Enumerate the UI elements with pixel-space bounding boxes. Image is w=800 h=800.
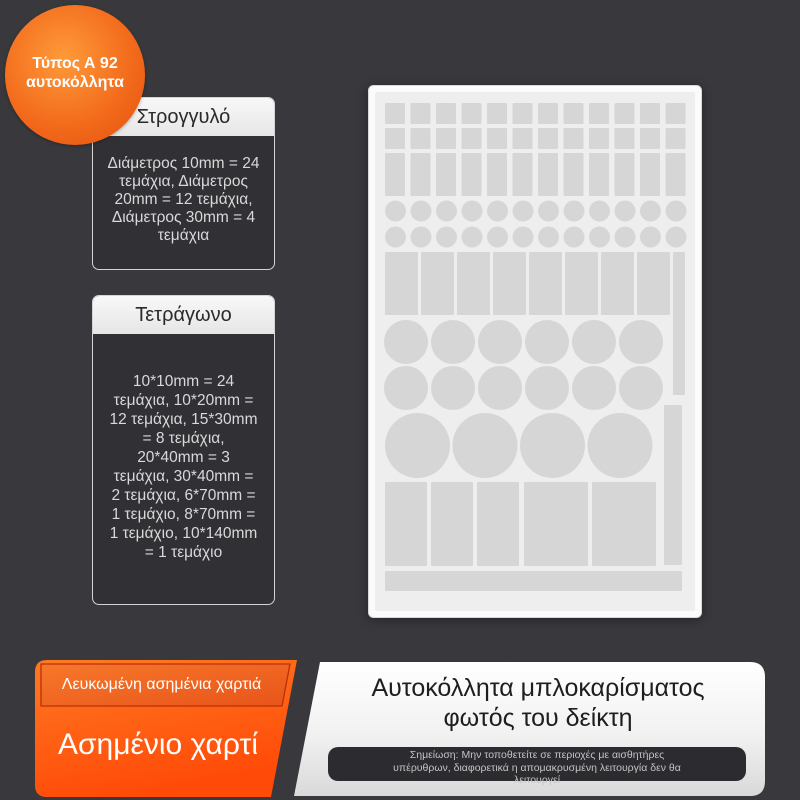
sticker-circle-30mm (385, 413, 450, 478)
sticker-circle-10mm (538, 201, 559, 222)
sticker-circle-10mm (513, 227, 534, 248)
description-line: 20*40mm = 3 (137, 448, 230, 466)
description-line: 2 τεμάχια, 6*70mm = (111, 486, 256, 504)
square-card-title: Τετράγωνο (93, 296, 274, 334)
sticker-circle-10mm (411, 201, 432, 222)
description-line: 10*10mm = 24 (132, 372, 235, 390)
sticker-square-10x10 (436, 128, 456, 149)
square-card-description (93, 334, 274, 604)
sticker-circle-10mm (436, 227, 457, 248)
sticker-strip-10x140 (385, 571, 682, 591)
sticker-rect-10x20 (436, 153, 456, 196)
sticker-rect-10x20 (462, 153, 482, 196)
sticker-rect-10x20 (640, 153, 660, 196)
sticker-rect-20x40 (477, 482, 519, 566)
sticker-rect-10x20 (564, 153, 584, 196)
sticker-rect-10x20 (666, 153, 686, 196)
sticker-rect-15x30 (601, 252, 634, 315)
sticker-rect-10x20 (615, 153, 635, 196)
description-line: τεμάχια (157, 227, 210, 244)
sticker-circle-20mm (572, 320, 616, 364)
sticker-circle-20mm (572, 366, 616, 410)
sticker-circle-10mm (487, 201, 508, 222)
sticker-circle-20mm (478, 320, 522, 364)
sticker-square-10x10 (462, 103, 482, 124)
sticker-square-10x10 (615, 103, 635, 124)
sticker-circle-30mm (520, 413, 585, 478)
sticker-rect-20x40 (431, 482, 473, 566)
sticker-circle-10mm (640, 227, 661, 248)
sticker-circle-10mm (538, 227, 559, 248)
sticker-square-10x10 (640, 103, 660, 124)
sticker-rect-10x20 (513, 153, 533, 196)
sticker-circle-10mm (666, 201, 687, 222)
sticker-circle-10mm (666, 227, 687, 248)
description-line: = 1 τεμάχιο (144, 543, 223, 561)
description-line: 20mm = 12 τεμάχια, (114, 191, 253, 208)
sticker-circle-10mm (385, 227, 406, 248)
sticker-circle-10mm (411, 227, 432, 248)
sticker-circle-10mm (589, 227, 610, 248)
sticker-circle-30mm (453, 413, 518, 478)
sticker-square-10x10 (436, 103, 456, 124)
sticker-circle-20mm (384, 366, 428, 410)
product-title (305, 673, 771, 733)
sticker-rect-30x40 (524, 482, 588, 566)
sticker-square-10x10 (538, 128, 558, 149)
description-line: τεμάχια, Διάμετρος (119, 173, 248, 190)
sticker-circle-20mm (478, 366, 522, 410)
badge-line: αυτοκόλλητα (26, 74, 124, 91)
sticker-circle-20mm (619, 366, 663, 410)
sticker-square-10x10 (564, 128, 584, 149)
note-line: Σημείωση: Μην τοποθετείτε σε περιοχές με αισθητήρες (409, 749, 665, 761)
round-card-description (93, 136, 274, 269)
badge-line: Τύπος Α 92 (32, 55, 118, 72)
sticker-rect-20x40 (385, 482, 427, 566)
note-line: υπέρυθρων, διαφορετικά η απομακρυσμένη λειτουργία δεν θα (393, 761, 681, 774)
description-line: 12 τεμάχια, 15*30mm (109, 410, 258, 428)
sticker-circle-20mm (619, 320, 663, 364)
sticker-rect-15x30 (421, 252, 454, 315)
description-line: Διάμετρος 30mm = 4 (111, 209, 256, 226)
sticker-square-10x10 (615, 128, 635, 149)
sticker-circle-10mm (640, 201, 661, 222)
sticker-circle-10mm (589, 201, 610, 222)
sticker-square-10x10 (487, 128, 507, 149)
sticker-circle-10mm (462, 227, 483, 248)
sticker-circle-20mm (525, 366, 569, 410)
sticker-circle-20mm (525, 320, 569, 364)
sticker-square-10x10 (666, 128, 686, 149)
sticker-square-10x10 (513, 128, 533, 149)
round-card-title: Στρογγυλό (93, 98, 274, 136)
product-title-line: φωτός του δείκτη (443, 704, 633, 732)
sticker-rect-10x20 (538, 153, 558, 196)
description-line: 1 τεμάχιο, 8*70mm = (111, 505, 256, 523)
sticker-circle-20mm (431, 366, 475, 410)
sticker-rect-10x20 (411, 153, 431, 196)
sticker-square-10x10 (589, 103, 609, 124)
sticker-sheet (368, 85, 702, 618)
sticker-strip-6x70 (673, 252, 685, 395)
description-line: τεμάχια, 10*20mm = (113, 391, 254, 409)
sticker-circle-30mm (588, 413, 653, 478)
sticker-circle-10mm (462, 201, 483, 222)
material-subtitle: Λευκωμένη ασημένια χαρτιά (61, 676, 262, 693)
sticker-rect-10x20 (385, 153, 405, 196)
sticker-circle-10mm (564, 201, 585, 222)
sticker-square-10x10 (385, 128, 405, 149)
sticker-circle-10mm (487, 227, 508, 248)
sticker-square-10x10 (513, 103, 533, 124)
sticker-rect-15x30 (457, 252, 490, 315)
sticker-square-10x10 (589, 128, 609, 149)
sticker-strip-8x70 (664, 405, 682, 565)
sticker-square-10x10 (462, 128, 482, 149)
sticker-count-badge (5, 5, 145, 145)
sticker-rect-15x30 (493, 252, 526, 315)
warning-note (328, 749, 746, 787)
sticker-circle-20mm (431, 320, 475, 364)
sticker-circle-10mm (615, 201, 636, 222)
sticker-square-10x10 (538, 103, 558, 124)
sticker-rect-15x30 (565, 252, 598, 315)
sticker-circle-10mm (513, 201, 534, 222)
description-line: = 8 τεμάχια, (142, 429, 225, 447)
sticker-square-10x10 (411, 103, 431, 124)
sticker-rect-10x20 (487, 153, 507, 196)
sticker-circle-10mm (385, 201, 406, 222)
square-stickers-card (92, 295, 275, 605)
description-line: 1 τεμάχιο, 10*140mm (109, 524, 258, 542)
sticker-circle-20mm (384, 320, 428, 364)
sticker-circle-10mm (564, 227, 585, 248)
sticker-square-10x10 (564, 103, 584, 124)
sticker-square-10x10 (487, 103, 507, 124)
product-title-line: Αυτοκόλλητα μπλοκαρίσματος (371, 674, 705, 702)
sticker-rect-10x20 (589, 153, 609, 196)
sticker-square-10x10 (666, 103, 686, 124)
sticker-square-10x10 (411, 128, 431, 149)
description-line: Διάμετρος 10mm = 24 (107, 155, 260, 172)
sticker-rect-30x40 (592, 482, 656, 566)
sticker-square-10x10 (640, 128, 660, 149)
sticker-rect-15x30 (529, 252, 562, 315)
sticker-circle-10mm (615, 227, 636, 248)
sticker-rect-15x30 (385, 252, 418, 315)
description-line: τεμάχια, 30*40mm = (113, 467, 254, 485)
note-line: λειτουργεί (513, 774, 561, 786)
sticker-square-10x10 (385, 103, 405, 124)
material-title: Ασημένιο χαρτί (58, 728, 258, 761)
sticker-circle-10mm (436, 201, 457, 222)
sticker-rect-15x30 (637, 252, 670, 315)
